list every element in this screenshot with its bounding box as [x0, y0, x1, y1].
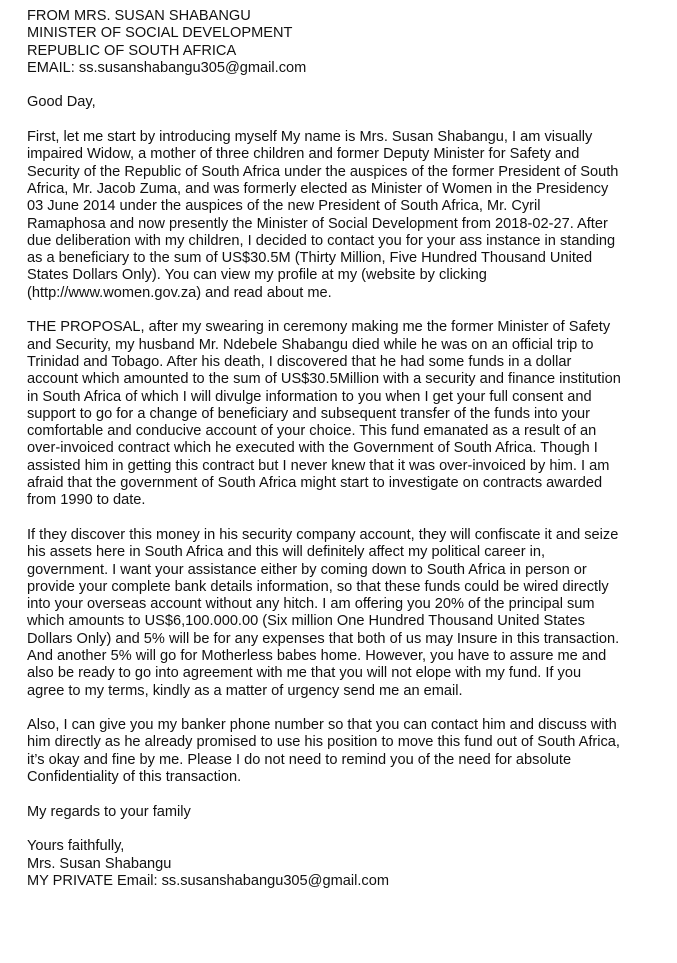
paragraph-line: over-invoiced contract which he executed with the Government of South Africa. Though I	[27, 440, 598, 457]
paragraph-line: from 1990 to date.	[27, 492, 146, 509]
paragraph-line: account which amounted to the sum of US$30.5Million with a security and finance institution	[27, 371, 621, 388]
paragraph-line: due deliberation with my children, I decided to contact you for your ass instance in standing	[27, 232, 616, 249]
header-line: REPUBLIC OF SOUTH AFRICA	[27, 42, 237, 59]
paragraph-line: Ramaphosa and now presently the Minister of Social Development from 2018-02-27. After	[27, 215, 608, 232]
paragraph-line: and Security, my husband Mr. Ndebele Shabangu died while he was on an official trip to	[27, 336, 594, 353]
paragraph-line: States Dollars Only). You can view my profile at my (website by clicking	[27, 267, 487, 284]
paragraph-line: agree to my terms, kindly as a matter of urgency send me an email.	[27, 682, 463, 699]
paragraph-line: 03 June 2014 under the auspices of the new President of South Africa, Mr. Cyril	[27, 198, 541, 215]
paragraph-line: Confidentiality of this transaction.	[27, 769, 242, 786]
paragraph-line: comfortable and conducive account of your choice. This fund emanated as a result of an	[27, 423, 597, 440]
paragraph-line: into your overseas account without any hitch. I am offering you 20% of the principal sum	[27, 596, 595, 613]
paragraph-proposal	[27, 319, 671, 509]
paragraph-line: THE PROPOSAL, after my swearing in ceremony making me the former Minister of Safety	[27, 319, 611, 336]
paragraph-line: First, let me start by introducing myself My name is Mrs. Susan Shabangu, I am visually	[27, 129, 593, 146]
paragraph-line: in South Africa of which I will divulge information to you when I get your full consent and	[27, 388, 592, 405]
paragraph-line: And another 5% will go for Motherless babes home. However, you have to assure me and	[27, 647, 607, 664]
paragraph-line: assisted him in getting this contract but I never knew that it was over-invoiced by him. I am	[27, 457, 610, 474]
paragraph-line: which amounts to US$6,100.000.00 (Six million One Hundred Thousand United States	[27, 613, 585, 630]
paragraph-line: afraid that the government of South Africa might start to investigate on contracts awarded	[27, 475, 603, 492]
paragraph-line: support to go for a change of beneficiary and subsequent transfer of the funds into your	[27, 405, 591, 422]
closing-salutation: Yours faithfully,	[27, 838, 125, 855]
paragraph-line: as a beneficiary to the sum of US$30.5M (Thirty Million, Five Hundred Thousand United	[27, 250, 593, 267]
paragraph-assistance	[27, 527, 671, 700]
paragraph-line: provide your complete bank details information, so that these funds could be wired directly	[27, 578, 609, 595]
paragraph-line: government. I want your assistance either by coming down to South Africa in person or	[27, 561, 587, 578]
paragraph-line: it’s okay and fine by me. Please I do not need to remind you of the need for absolute	[27, 751, 572, 768]
private-email: MY PRIVATE Email: ss.susanshabangu305@gmail.com	[27, 872, 389, 889]
paragraph-line: Security of the Republic of South Africa under the auspices of the former President of South	[27, 163, 619, 180]
header-line: MINISTER OF SOCIAL DEVELOPMENT	[27, 25, 293, 42]
greeting: Good Day,	[27, 94, 96, 111]
signature-name: Mrs. Susan Shabangu	[27, 855, 172, 872]
paragraph-line: (http://www.women.gov.za) and read about me.	[27, 284, 332, 301]
paragraph-line: Trinidad and Tobago. After his death, I discovered that he had some funds in a dollar	[27, 353, 572, 370]
paragraph-introduction	[27, 129, 671, 302]
paragraph-line: Africa, Mr. Jacob Zuma, and was formerly elected as Minister of Women in the Presidency	[27, 180, 609, 197]
paragraph-line: his assets here in South Africa and this will definitely affect my political career in,	[27, 544, 546, 561]
paragraph-line: Dollars Only) and 5% will be for any expenses that both of us may Insure in this transaction.	[27, 630, 620, 647]
letter-document	[27, 8, 671, 890]
paragraph-line: him directly as he already promised to use his position to move this fund out of South Africa,	[27, 734, 620, 751]
regards-line: My regards to your family	[27, 803, 191, 820]
paragraph-line: Also, I can give you my banker phone number so that you can contact him and discuss with	[27, 717, 617, 734]
header-line: FROM MRS. SUSAN SHABANGU	[27, 8, 251, 24]
letter-header	[27, 8, 671, 77]
header-email: EMAIL: ss.susanshabangu305@gmail.com	[27, 59, 307, 76]
paragraph-line: If they discover this money in his security company account, they will confiscate it and seize	[27, 526, 619, 543]
paragraph-line: impaired Widow, a mother of three children and former Deputy Minister for Safety and	[27, 146, 580, 163]
paragraph-line: also be ready to go into agreement with me that you will not elope with my fund. If you	[27, 665, 582, 682]
paragraph-banker	[27, 717, 671, 786]
letter-closing	[27, 838, 671, 890]
